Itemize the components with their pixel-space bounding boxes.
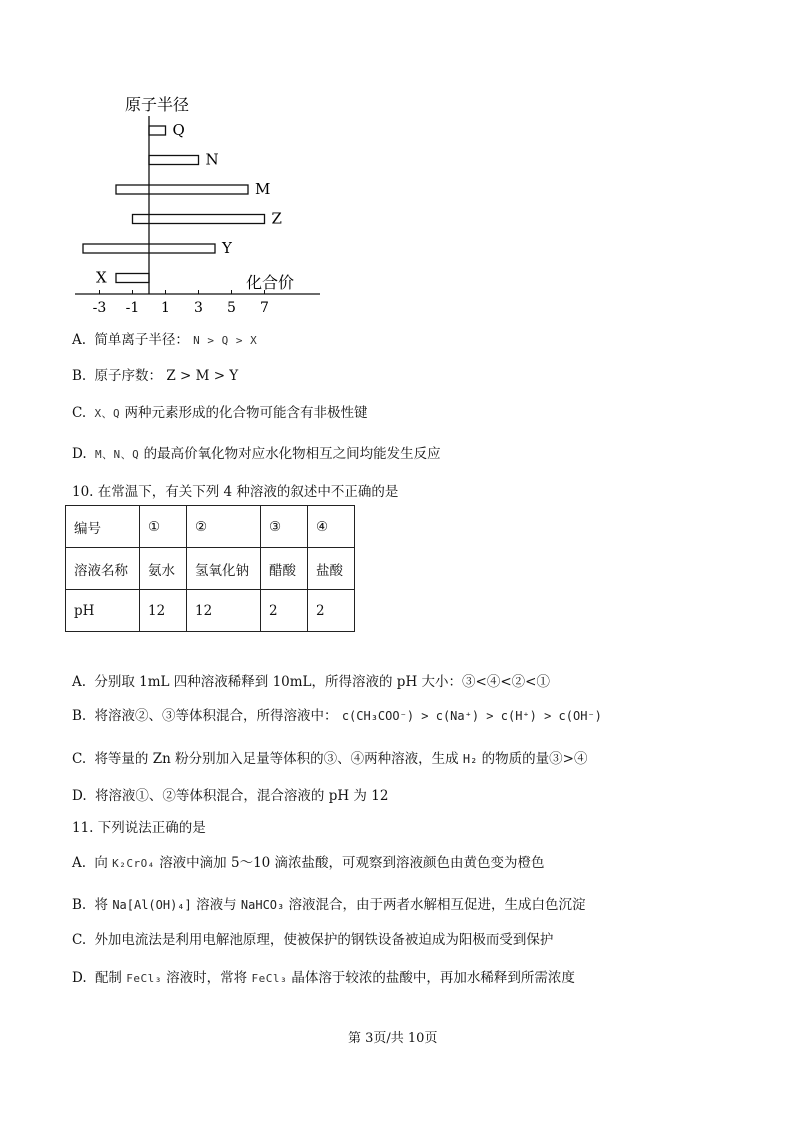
option-formula: X、Q bbox=[94, 407, 121, 420]
table-cell: 氢氧化钠 bbox=[187, 548, 261, 590]
x-tick-label: 5 bbox=[227, 300, 236, 316]
q9-option-b bbox=[72, 366, 238, 386]
option-label: B. bbox=[72, 368, 87, 384]
y-axis-label: 原子半径 bbox=[125, 95, 190, 114]
q9-option-a bbox=[72, 330, 257, 351]
q10-option-d bbox=[72, 786, 388, 806]
option-label: C. bbox=[72, 751, 87, 767]
x-tick-label: 3 bbox=[194, 300, 203, 316]
option-text: 外加电流法是利用电解池原理，使被保护的钢铁设备被迫成为阳极而受到保护 bbox=[94, 932, 554, 948]
table-row bbox=[66, 590, 355, 632]
table-row bbox=[66, 506, 355, 548]
option-label: B. bbox=[72, 897, 87, 913]
option-text: 溶液混合，由于两者水解相互促进，生成白色沉淀 bbox=[288, 897, 586, 913]
option-formula: NaHCO₃ bbox=[240, 898, 285, 912]
x-tick-label: -1 bbox=[125, 300, 140, 316]
option-label: D. bbox=[72, 970, 87, 986]
option-text: 配制 bbox=[94, 970, 122, 986]
table-cell: pH bbox=[66, 590, 140, 632]
table-cell: ④ bbox=[308, 506, 355, 548]
solution-table bbox=[65, 505, 355, 632]
x-tick-label: -3 bbox=[92, 300, 107, 316]
bar-N bbox=[149, 156, 199, 165]
bar-M bbox=[116, 185, 248, 194]
q10-option-b bbox=[72, 706, 602, 726]
option-text: 分别取 1mL 四种溶液稀释到 10mL，所得溶液的 pH 大小：③<④<②<① bbox=[94, 674, 550, 690]
option-formula: N > Q > X bbox=[193, 334, 258, 347]
option-text: 两种元素形成的化合物可能含有非极性键 bbox=[124, 405, 368, 421]
q11-option-d bbox=[72, 968, 575, 989]
q11-option-c bbox=[72, 930, 553, 950]
bar-label-N: N bbox=[205, 150, 219, 169]
option-text: 溶液与 bbox=[196, 897, 237, 913]
bar-label-Z: Z bbox=[271, 209, 282, 228]
bar-label-M: M bbox=[255, 180, 271, 198]
option-text: 将 bbox=[94, 897, 109, 913]
option-formula: H₂ bbox=[462, 752, 478, 766]
option-text: 原子序数： bbox=[94, 368, 163, 384]
option-text: 的物质的量③>④ bbox=[481, 751, 588, 767]
table-cell: ③ bbox=[261, 506, 308, 548]
q11-option-a bbox=[72, 853, 545, 874]
table-cell: 2 bbox=[261, 590, 308, 632]
table-cell: ① bbox=[140, 506, 187, 548]
q11-option-b bbox=[72, 895, 586, 915]
option-formula: M、N、Q bbox=[94, 448, 140, 461]
option-formula: FeCl₃ bbox=[126, 972, 162, 985]
option-text: 简单离子半径： bbox=[94, 332, 189, 348]
table-cell: 2 bbox=[308, 590, 355, 632]
x-axis-label: 化合价 bbox=[246, 273, 295, 292]
q10-option-a bbox=[72, 672, 550, 692]
valence-radius-chart bbox=[60, 88, 390, 318]
option-formula: Na[Al(OH)₄] bbox=[112, 898, 192, 912]
page-footer: 第 3页/共 10页 bbox=[348, 1031, 438, 1046]
x-tick-label: 7 bbox=[260, 300, 269, 316]
option-formula: FeCl₃ bbox=[251, 972, 288, 985]
q10-option-c bbox=[72, 749, 587, 769]
q11-stem: 11. 下列说法正确的是 bbox=[72, 820, 206, 836]
q10-stem: 10. 在常温下，有关下列 4 种溶液的叙述中不正确的是 bbox=[72, 484, 399, 500]
table-cell: ② bbox=[187, 506, 261, 548]
option-formula: Z > M > Y bbox=[166, 368, 239, 384]
bar-label-X: X bbox=[96, 268, 107, 287]
q9-option-d bbox=[72, 444, 441, 465]
option-text: 将等量的 Zn 粉分别加入足量等体积的③、④两种溶液，生成 bbox=[94, 751, 459, 767]
table-cell: 12 bbox=[187, 590, 261, 632]
q9-option-c bbox=[72, 403, 367, 424]
option-label: A. bbox=[72, 332, 87, 348]
option-label: C. bbox=[72, 405, 87, 421]
option-formula: c(CH₃COO⁻) > c(Na⁺) > c(H⁺) > c(OH⁻) bbox=[341, 709, 602, 723]
bar-label-Q: Q bbox=[172, 121, 185, 139]
table-cell: 盐酸 bbox=[308, 548, 355, 590]
option-text: 溶液中滴加 5～10 滴浓盐酸，可观察到溶液颜色由黄色变为橙色 bbox=[159, 855, 545, 871]
x-tick-label: 1 bbox=[161, 300, 170, 316]
bar-Z bbox=[133, 215, 265, 224]
option-label: D. bbox=[72, 446, 87, 462]
option-text: 将溶液①、②等体积混合，混合溶液的 pH 为 12 bbox=[94, 788, 389, 804]
option-label: A. bbox=[72, 855, 87, 871]
table-cell: 氨水 bbox=[140, 548, 187, 590]
option-text: 溶液时，常将 bbox=[166, 970, 248, 986]
option-label: B. bbox=[72, 708, 87, 724]
option-text: 晶体溶于较浓的盐酸中，再加水稀释到所需浓度 bbox=[291, 970, 575, 986]
bar-X bbox=[116, 274, 149, 283]
table-cell: 12 bbox=[140, 590, 187, 632]
bar-label-Y: Y bbox=[222, 239, 232, 257]
table-cell: 醋酸 bbox=[261, 548, 308, 590]
table-cell: 溶液名称 bbox=[66, 548, 140, 590]
option-text: 将溶液②、③等体积混合，所得溶液中： bbox=[94, 708, 338, 724]
table-row bbox=[66, 548, 355, 590]
option-formula: K₂CrO₄ bbox=[112, 857, 155, 870]
bar-Q bbox=[149, 126, 166, 135]
option-text: 的最高价氧化物对应水化物相互之间均能发生反应 bbox=[143, 446, 441, 462]
option-text: 向 bbox=[94, 855, 108, 871]
table-cell: 编号 bbox=[66, 506, 140, 548]
option-label: D. bbox=[72, 788, 87, 804]
option-label: A. bbox=[72, 674, 87, 690]
option-label: C. bbox=[72, 932, 87, 948]
